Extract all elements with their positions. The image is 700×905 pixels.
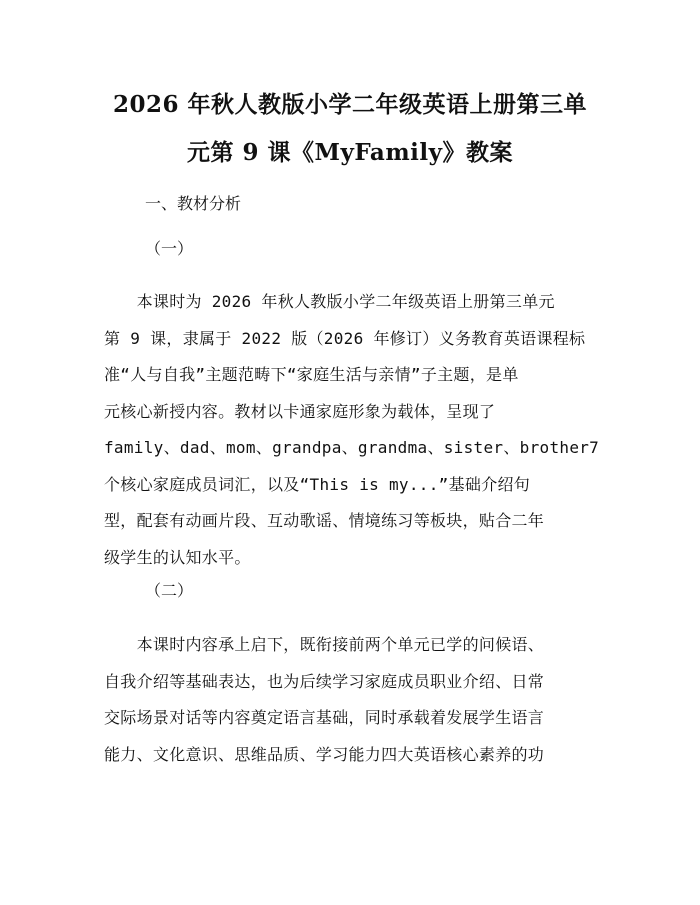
paragraph-2-line: 交际场景对话等内容奠定语言基础，同时承载着发展学生语言 (104, 708, 545, 727)
subsection-heading-2: （二） (145, 581, 194, 600)
section-heading-textbook-analysis: 一、教材分析 (145, 194, 242, 213)
paragraph-2 (104, 627, 604, 773)
paragraph-2-line: 自我介绍等基础表达，也为后续学习家庭成员职业介绍、日常 (104, 671, 545, 691)
paragraph-1-line: 本课时为 2026 年秋人教版小学二年级英语上册第三单元 (104, 292, 555, 311)
subsection-heading-1: （一） (145, 239, 194, 258)
document-title-line-1: 2026 年秋人教版小学二年级英语上册第三单 (112, 91, 588, 118)
paragraph-2-line: 本课时内容承上启下，既衔接前两个单元已学的问候语、 (104, 635, 545, 654)
paragraph-1-line: 级学生的认知水平。 (104, 547, 251, 567)
paragraph-1-line: 元核心新授内容。教材以卡通家庭形象为载体，呈现了 (104, 401, 496, 421)
paragraph-1-line: 个核心家庭成员词汇，以及“This is my...”基础介绍句 (104, 474, 531, 494)
paragraph-1-line: 第 9 课，隶属于 2022 版（2026 年修订）义务教育英语课程标 (104, 328, 586, 348)
paragraph-1-line: family、dad、mom、grandpa、grandma、sister、brother7 (104, 438, 600, 457)
paragraph-1 (104, 284, 604, 576)
paragraph-1-line: 准“人与自我”主题范畴下“家庭生活与亲情”子主题，是单 (104, 365, 519, 384)
paragraph-1-line: 型，配套有动画片段、互动歌谣、情境练习等板块，贴合二年 (104, 511, 545, 530)
document-title-line-2: 元第 9 课《MyFamily》教案 (187, 139, 513, 166)
paragraph-2-line: 能力、文化意识、思维品质、学习能力四大英语核心素养的功 (104, 744, 545, 764)
